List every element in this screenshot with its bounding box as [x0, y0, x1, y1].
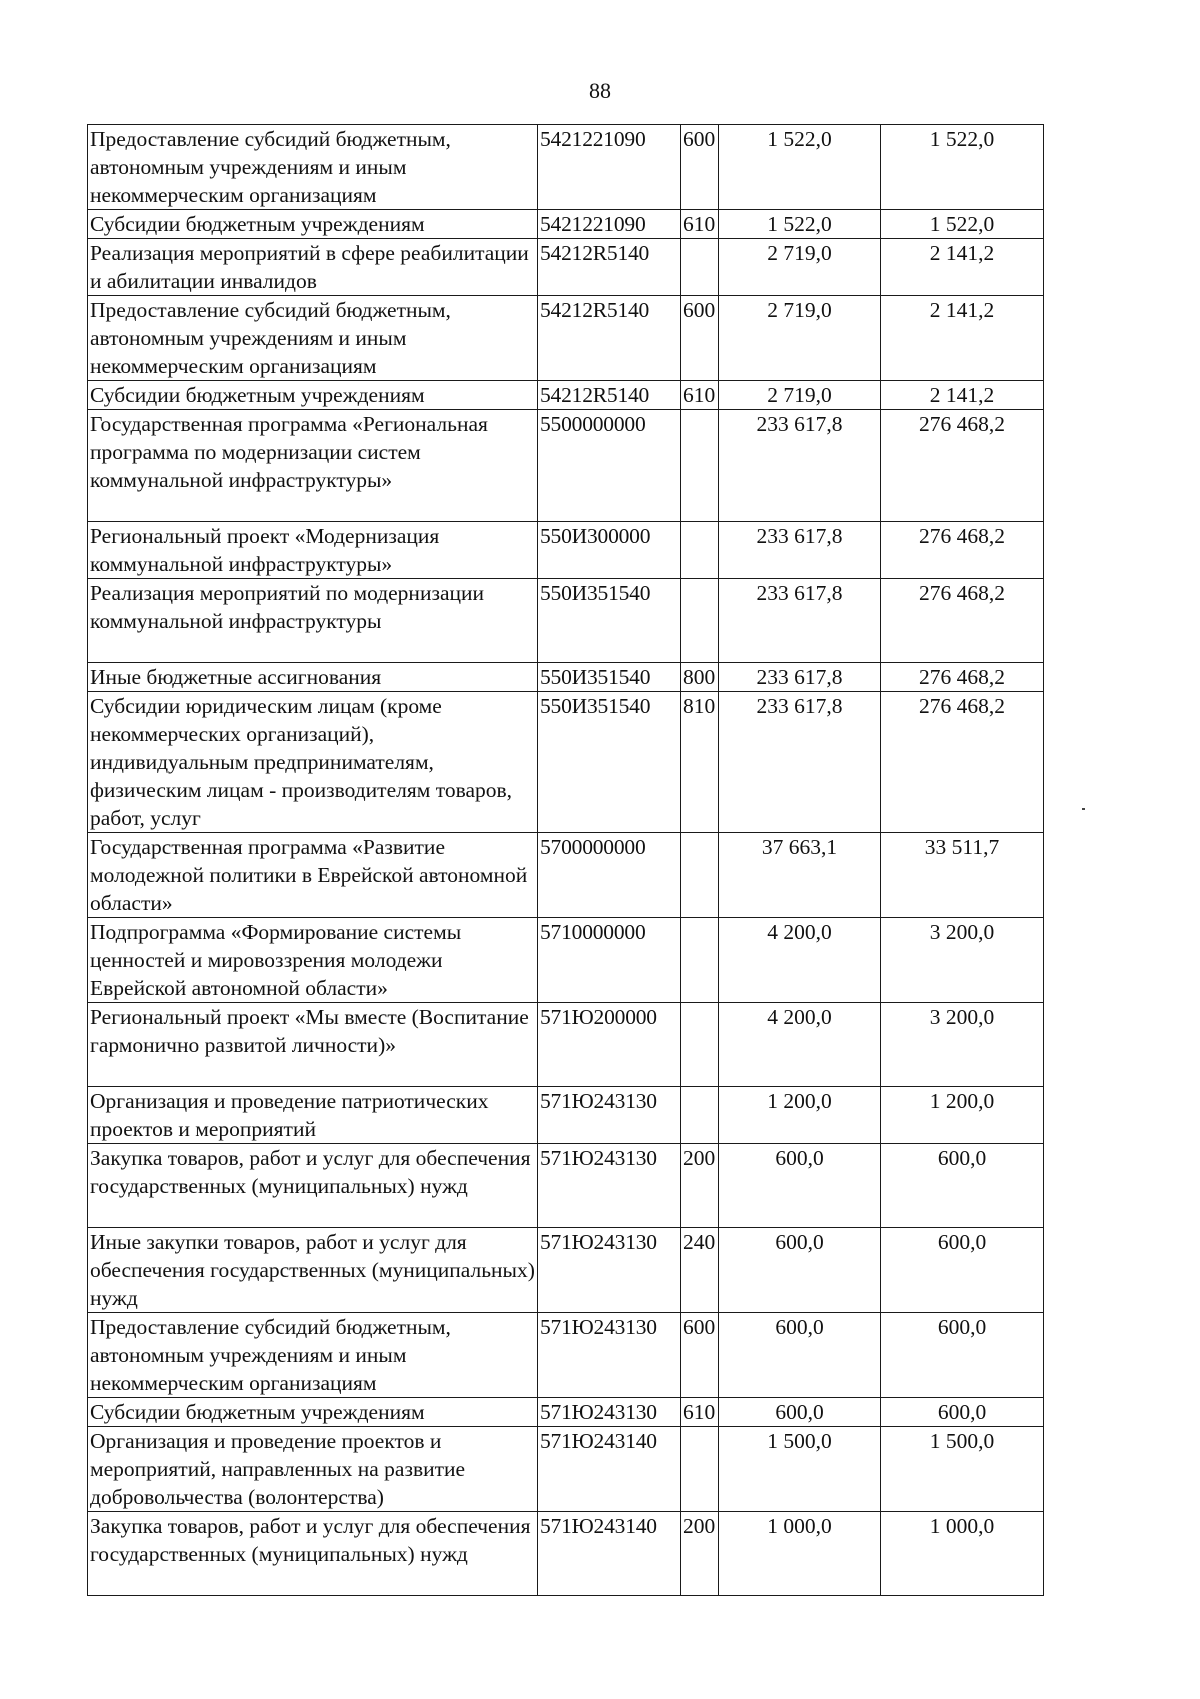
row-expense-type: [681, 579, 719, 663]
table-row: [88, 1512, 1044, 1596]
row-amount-year2: 600,0: [881, 1144, 1044, 1228]
row-expense-type: 200: [681, 1144, 719, 1228]
row-expense-type: [681, 1003, 719, 1087]
row-name: Субсидии юридическим лицам (кроме некоммерческих организаций), индивидуальным предпринимателям, физическим лицам - производителям товаров, работ, услуг: [88, 692, 538, 833]
row-expense-type: 200: [681, 1512, 719, 1596]
row-name: Предоставление субсидий бюджетным, автономным учреждениям и иным некоммерческим организациям: [88, 125, 538, 210]
table-row: [88, 1228, 1044, 1313]
row-amount-year1: 1 500,0: [719, 1427, 881, 1512]
row-amount-year2: 276 468,2: [881, 663, 1044, 692]
row-amount-year1: 4 200,0: [719, 918, 881, 1003]
row-amount-year1: 233 617,8: [719, 522, 881, 579]
row-amount-year1: 2 719,0: [719, 296, 881, 381]
row-code: 571Ю243140: [538, 1512, 681, 1596]
row-amount-year2: 276 468,2: [881, 522, 1044, 579]
scan-speck: [1082, 808, 1085, 810]
row-code: 550И351540: [538, 692, 681, 833]
row-code: 54212R5140: [538, 381, 681, 410]
row-name: Иные бюджетные ассигнования: [88, 663, 538, 692]
row-amount-year1: 1 200,0: [719, 1087, 881, 1144]
table-row: [88, 692, 1044, 833]
row-amount-year2: 1 000,0: [881, 1512, 1044, 1596]
row-expense-type: 600: [681, 125, 719, 210]
row-expense-type: 800: [681, 663, 719, 692]
row-name: Закупка товаров, работ и услуг для обеспечения государственных (муниципальных) нужд: [88, 1512, 538, 1596]
row-expense-type: 600: [681, 1313, 719, 1398]
row-expense-type: 810: [681, 692, 719, 833]
row-amount-year2: 1 522,0: [881, 210, 1044, 239]
row-amount-year2: 3 200,0: [881, 918, 1044, 1003]
row-amount-year2: 1 200,0: [881, 1087, 1044, 1144]
row-amount-year1: 233 617,8: [719, 410, 881, 522]
row-code: 571Ю243130: [538, 1228, 681, 1313]
row-amount-year2: 33 511,7: [881, 833, 1044, 918]
table-row: [88, 210, 1044, 239]
row-amount-year1: 37 663,1: [719, 833, 881, 918]
table-row: [88, 1313, 1044, 1398]
table-row: [88, 1398, 1044, 1427]
row-amount-year1: 2 719,0: [719, 239, 881, 296]
row-amount-year1: 600,0: [719, 1228, 881, 1313]
row-name: Организация и проведение проектов и мероприятий, направленных на развитие добровольчества (волонтерства): [88, 1427, 538, 1512]
row-amount-year1: 1 522,0: [719, 210, 881, 239]
row-code: 5700000000: [538, 833, 681, 918]
row-name: Государственная программа «Региональная программа по модернизации систем коммунальной инфраструктуры»: [88, 410, 538, 522]
table-row: [88, 381, 1044, 410]
row-code: 571Ю243140: [538, 1427, 681, 1512]
row-amount-year1: 600,0: [719, 1313, 881, 1398]
row-amount-year1: 233 617,8: [719, 579, 881, 663]
row-name: Закупка товаров, работ и услуг для обеспечения государственных (муниципальных) нужд: [88, 1144, 538, 1228]
row-amount-year2: 276 468,2: [881, 692, 1044, 833]
table-row: [88, 833, 1044, 918]
row-expense-type: [681, 1087, 719, 1144]
row-code: 5421221090: [538, 125, 681, 210]
row-amount-year1: 600,0: [719, 1144, 881, 1228]
table-row: [88, 1087, 1044, 1144]
row-expense-type: 240: [681, 1228, 719, 1313]
row-code: 550И351540: [538, 663, 681, 692]
row-code: 5421221090: [538, 210, 681, 239]
row-expense-type: 610: [681, 381, 719, 410]
row-expense-type: 610: [681, 1398, 719, 1427]
table-row: [88, 1003, 1044, 1087]
row-code: 550И300000: [538, 522, 681, 579]
row-name: Субсидии бюджетным учреждениям: [88, 1398, 538, 1427]
row-amount-year2: 600,0: [881, 1313, 1044, 1398]
row-expense-type: [681, 410, 719, 522]
row-amount-year1: 2 719,0: [719, 381, 881, 410]
row-name: Субсидии бюджетным учреждениям: [88, 210, 538, 239]
row-name: Подпрограмма «Формирование системы ценностей и мировоззрения молодежи Еврейской автономной области»: [88, 918, 538, 1003]
row-amount-year1: 600,0: [719, 1398, 881, 1427]
row-name: Иные закупки товаров, работ и услуг для обеспечения государственных (муниципальных) нужд: [88, 1228, 538, 1313]
row-code: 5500000000: [538, 410, 681, 522]
table-row: [88, 579, 1044, 663]
row-code: 54212R5140: [538, 239, 681, 296]
row-expense-type: [681, 1427, 719, 1512]
row-name: Организация и проведение патриотических проектов и мероприятий: [88, 1087, 538, 1144]
row-name: Реализация мероприятий в сфере реабилитации и абилитации инвалидов: [88, 239, 538, 296]
row-name: Предоставление субсидий бюджетным, автономным учреждениям и иным некоммерческим организациям: [88, 296, 538, 381]
row-amount-year1: 233 617,8: [719, 692, 881, 833]
table-row: [88, 239, 1044, 296]
row-amount-year1: 4 200,0: [719, 1003, 881, 1087]
row-code: 54212R5140: [538, 296, 681, 381]
row-amount-year2: 600,0: [881, 1228, 1044, 1313]
row-code: 571Ю243130: [538, 1313, 681, 1398]
table-row: [88, 1144, 1044, 1228]
table-row: [88, 410, 1044, 522]
row-amount-year2: 276 468,2: [881, 410, 1044, 522]
table-row: [88, 1427, 1044, 1512]
row-name: Предоставление субсидий бюджетным, автономным учреждениям и иным некоммерческим организациям: [88, 1313, 538, 1398]
table-row: [88, 125, 1044, 210]
row-code: 571Ю243130: [538, 1398, 681, 1427]
row-amount-year2: 276 468,2: [881, 579, 1044, 663]
page-number: 88: [589, 78, 611, 103]
row-amount-year1: 1 522,0: [719, 125, 881, 210]
table-row: [88, 918, 1044, 1003]
row-code: 550И351540: [538, 579, 681, 663]
table-row: [88, 522, 1044, 579]
row-amount-year1: 233 617,8: [719, 663, 881, 692]
row-name: Региональный проект «Мы вместе (Воспитание гармонично развитой личности)»: [88, 1003, 538, 1087]
row-name: Государственная программа «Развитие молодежной политики в Еврейской автономной области»: [88, 833, 538, 918]
row-name: Субсидии бюджетным учреждениям: [88, 381, 538, 410]
row-amount-year2: 3 200,0: [881, 1003, 1044, 1087]
row-name: Региональный проект «Модернизация коммунальной инфраструктуры»: [88, 522, 538, 579]
row-amount-year1: 1 000,0: [719, 1512, 881, 1596]
row-name: Реализация мероприятий по модернизации коммунальной инфраструктуры: [88, 579, 538, 663]
row-code: 571Ю243130: [538, 1087, 681, 1144]
row-amount-year2: 2 141,2: [881, 296, 1044, 381]
row-expense-type: [681, 522, 719, 579]
table-row: [88, 296, 1044, 381]
row-expense-type: [681, 918, 719, 1003]
row-amount-year2: 1 500,0: [881, 1427, 1044, 1512]
row-amount-year2: 600,0: [881, 1398, 1044, 1427]
row-expense-type: [681, 239, 719, 296]
row-expense-type: [681, 833, 719, 918]
row-amount-year2: 2 141,2: [881, 239, 1044, 296]
row-code: 5710000000: [538, 918, 681, 1003]
budget-table: [87, 124, 1044, 1596]
row-amount-year2: 1 522,0: [881, 125, 1044, 210]
row-code: 571Ю200000: [538, 1003, 681, 1087]
row-code: 571Ю243130: [538, 1144, 681, 1228]
row-expense-type: 610: [681, 210, 719, 239]
row-expense-type: 600: [681, 296, 719, 381]
row-amount-year2: 2 141,2: [881, 381, 1044, 410]
table-row: [88, 663, 1044, 692]
